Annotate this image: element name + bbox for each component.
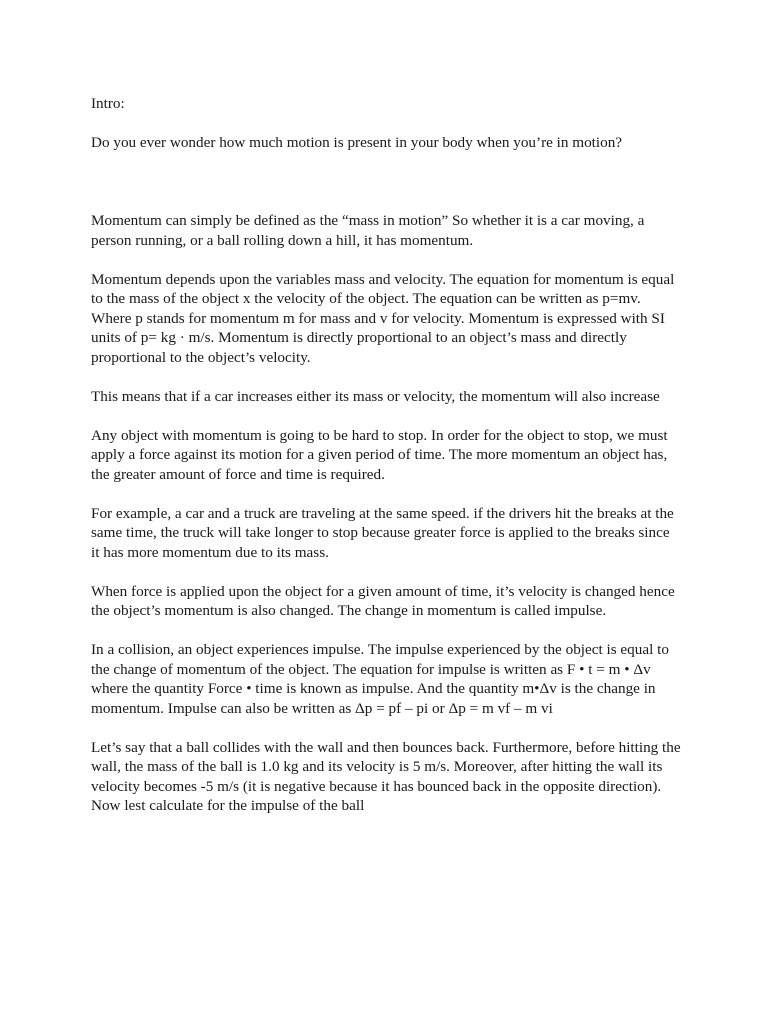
paragraph-impulse-definition: When force is applied upon the object for a given amount of time, it’s velocity is changed hence the object’s momentum is also changed. The change in momentum is called impulse.	[91, 582, 675, 619]
spacer	[91, 621, 681, 641]
paragraph-ball-example: Let’s say that a ball collides with the wall and then bounces back. Furthermore, before hitting the wall, the mass of the ball is 1.0 kg and its velocity is 5 m/s. Moreover, after hitting the wall its velocity becomes -5 m/s (it is negative because it has bounced back in the opposite direction). Now lest calculate for the impulse of the ball	[91, 738, 681, 814]
document-page	[91, 94, 681, 816]
spacer	[91, 153, 681, 212]
spacer	[91, 250, 681, 270]
spacer	[91, 114, 681, 134]
paragraph-definition: Momentum can simply be defined as the “mass in motion” So whether it is a car moving, a person running, or a ball rolling down a hill, it has momentum.	[91, 212, 645, 249]
spacer	[91, 718, 681, 738]
spacer	[91, 484, 681, 504]
paragraph-collision: In a collision, an object experiences impulse. The impulse experienced by the object is equal to the change of momentum of the object. The equation for impulse is written as F • t = m • Δv where the quantity Force • time is known as impulse. And the quantity m•Δv is the change in momentum. Impulse can also be written as Δp = pf – pi or Δp = m vf – m vi	[91, 641, 669, 717]
spacer	[91, 367, 681, 387]
intro-heading: Intro:	[91, 95, 125, 112]
paragraph-example: For example, a car and a truck are traveling at the same speed. if the drivers hit the breaks at the same time, the truck will take longer to stop because greater force is applied to the breaks since it has more momentum due to its mass.	[91, 504, 674, 561]
paragraph-equation: Momentum depends upon the variables mass and velocity. The equation for momentum is equal to the mass of the object x the velocity of the object. The equation can be written as p=mv. Where p stands for momentum m for mass and v for velocity. Momentum is expressed with SI units of p= kg · m/s. Momentum is directly proportional to an object’s mass and directly proportional to the object’s velocity.	[91, 270, 675, 366]
paragraph-increase: This means that if a car increases either its mass or velocity, the momentum will also increase	[91, 387, 660, 405]
paragraph-stopping: Any object with momentum is going to be hard to stop. In order for the object to stop, we must apply a force against its motion for a given period of time. The more momentum an object has, the greater amount of force and time is required.	[91, 426, 668, 483]
spacer	[91, 562, 681, 582]
paragraph-question: Do you ever wonder how much motion is present in your body when you’re in motion?	[91, 134, 623, 151]
spacer	[91, 406, 681, 426]
